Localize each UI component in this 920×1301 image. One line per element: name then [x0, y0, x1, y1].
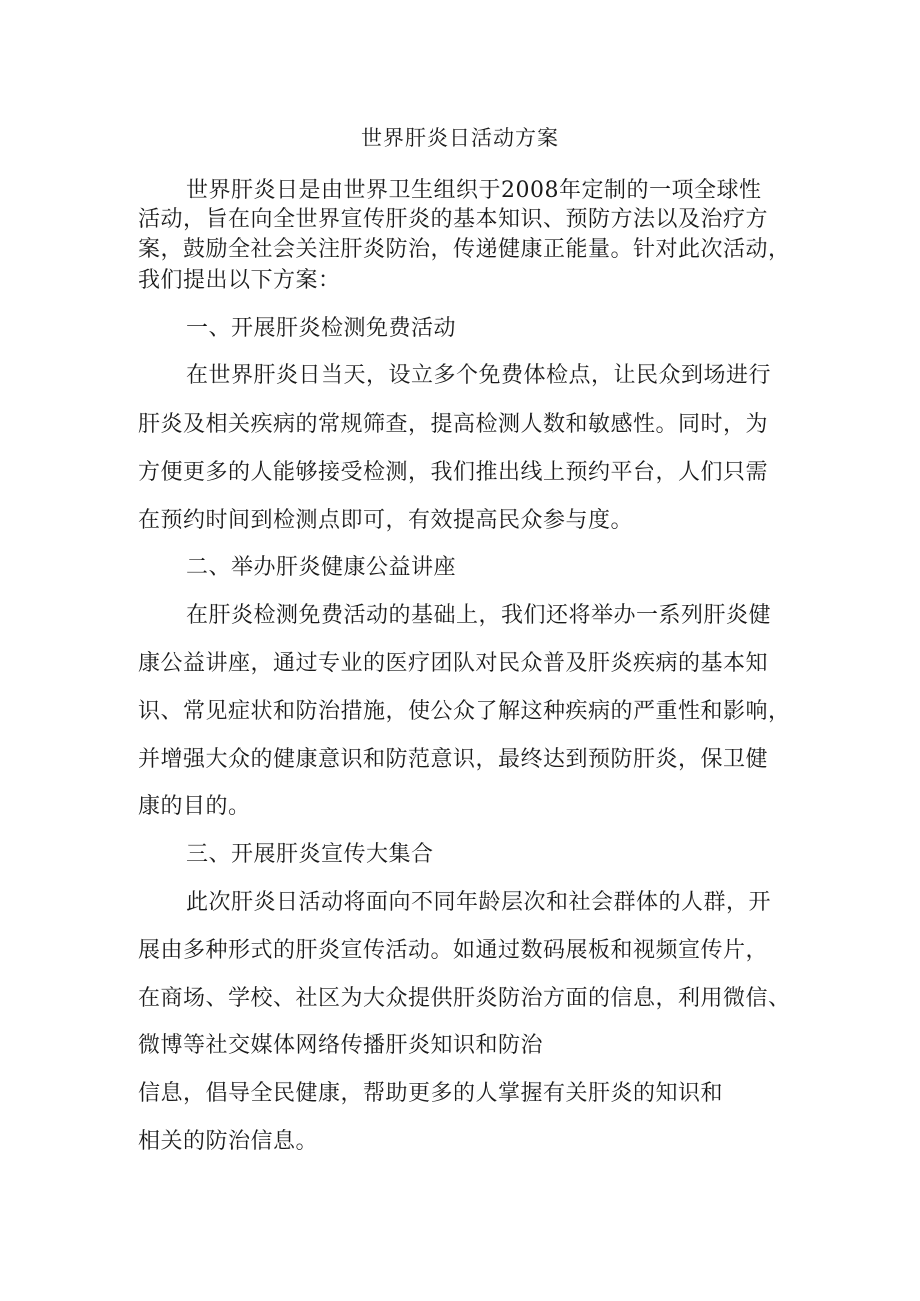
paragraph-line: 此次肝炎日活动将面向不同年龄层次和社会群体的人群，开 [186, 890, 772, 915]
paragraph-line: 康公益讲座，通过专业的医疗团队对民众普及肝炎疾病的基本知 [138, 651, 769, 676]
section-heading: 三、开展肝炎宣传大集合 [186, 842, 434, 867]
paragraph-line: 方便更多的人能够接受检测，我们推出线上预约平台，人们只需 [138, 460, 769, 485]
intro-line: 活动，旨在向全世界宣传肝炎的基本知识、预防方法以及治疗方 [138, 207, 769, 232]
paragraph-line: 相关的防治信息。 [138, 1129, 319, 1154]
paragraph-line: 肝炎及相关疾病的常规筛查，提高检测人数和敏感性。同时，为 [138, 412, 769, 437]
paragraph-line: 在商场、学校、社区为大众提供肝炎防治方面的信息，利用微信、 [138, 986, 791, 1011]
document-title: 世界肝炎日活动方案 [361, 126, 559, 150]
paragraph-line: 在世界肝炎日当天，设立多个免费体检点，让民众到场进行 [186, 363, 772, 388]
intro-line: 案，鼓励全社会关注肝炎防治，传递健康正能量。针对此次活动， [138, 237, 791, 262]
paragraph-line: 在肝炎检测免费活动的基础上，我们还将举办一系列肝炎健 [186, 603, 772, 628]
paragraph-line: 康的目的。 [138, 794, 251, 819]
paragraph-line: 信息，倡导全民健康，帮助更多的人掌握有关肝炎的知识和 [138, 1081, 724, 1106]
section-heading: 一、开展肝炎检测免费活动 [186, 316, 457, 341]
paragraph-line: 展由多种形式的肝炎宣传活动。如通过数码展板和视频宣传片， [138, 938, 769, 963]
intro-line: 世界肝炎日是由世界卫生组织于2008年定制的一项全球性 [186, 178, 762, 203]
paragraph-line: 并增强大众的健康意识和防范意识，最终达到预防肝炎，保卫健 [138, 747, 769, 772]
paragraph-line: 微博等社交媒体网络传播肝炎知识和防治 [138, 1033, 544, 1058]
paragraph-line: 识、常见症状和防治措施，使公众了解这种疾病的严重性和影响， [138, 699, 791, 724]
intro-line: 我们提出以下方案： [138, 268, 341, 293]
section-heading: 二、举办肝炎健康公益讲座 [186, 555, 457, 580]
paragraph-line: 在预约时间到检测点即可，有效提高民众参与度。 [138, 508, 634, 533]
